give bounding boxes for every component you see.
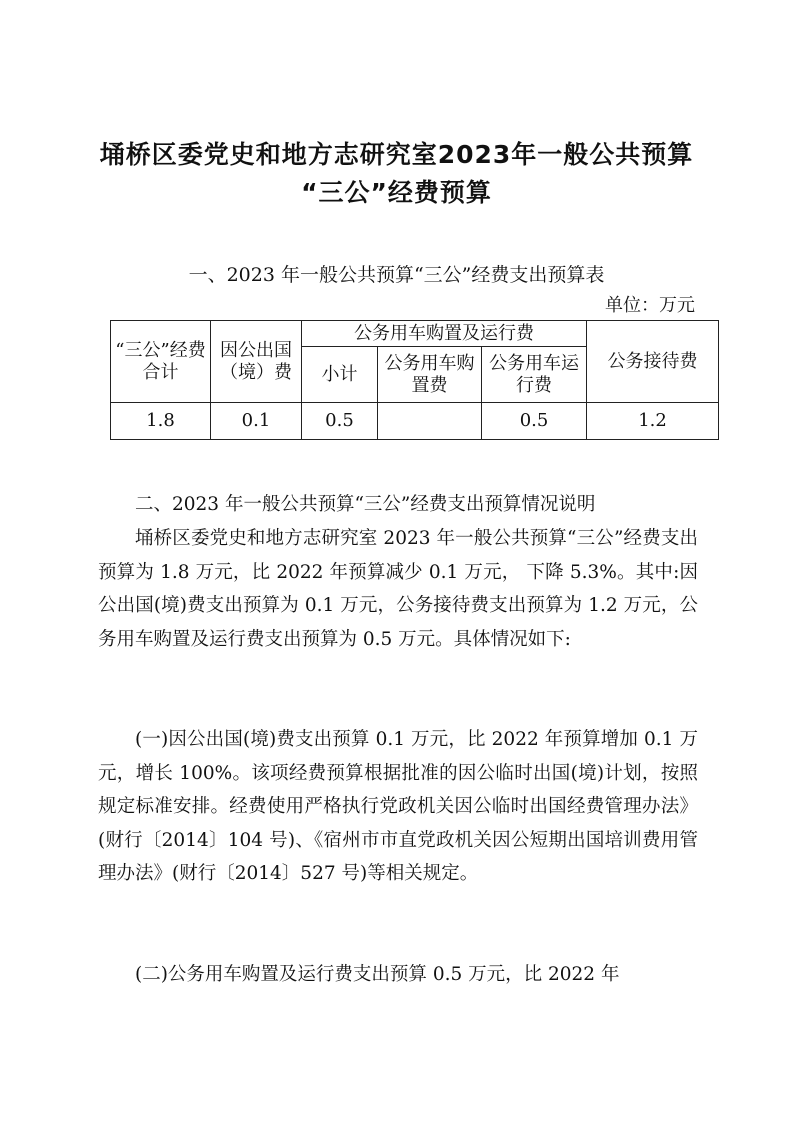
header-abroad: 因公出国（境）费: [211, 321, 302, 403]
header-vehicle-group: 公务用车购置及运行费: [302, 321, 587, 347]
header-vehicle-subtotal: 小计: [302, 347, 378, 403]
header-total: “三公”经费合计: [111, 321, 211, 403]
header-vehicle-operation: 公务用车运行费: [482, 347, 587, 403]
cell-total: 1.8: [111, 403, 211, 440]
paragraph-summary: 埇桥区委党史和地方志研究室 2023 年一般公共预算“三公”经费支出预算为 1.8 万元，比 2022 年预算减少 0.1 万元， 下降 5.3%。其中:因公出国(境)费支出预算为 0.1 万元，公务接待费支出预算为 1.2 万元，公务用车购置及运行费支出预算为 0.5 万元。具体情况如下:: [98, 528, 698, 650]
header-reception: 公务接待费: [587, 321, 719, 403]
cell-reception: 1.2: [587, 403, 719, 440]
table-row: [111, 403, 719, 440]
budget-table: [110, 320, 719, 440]
document-title-line2: “三公”经费预算: [301, 178, 492, 207]
header-vehicle-purchase: 公务用车购置费: [378, 347, 482, 403]
section2-title: 二、2023 年一般公共预算“三公”经费支出预算情况说明: [135, 494, 596, 515]
section1-title: 一、2023 年一般公共预算“三公”经费支出预算表: [188, 264, 605, 286]
cell-abroad: 0.1: [211, 403, 302, 440]
document-title-line1: 埇桥区委党史和地方志研究室2023年一般公共预算: [99, 140, 694, 169]
cell-vehicle-operation: 0.5: [482, 403, 587, 440]
cell-vehicle-subtotal: 0.5: [302, 403, 378, 440]
paragraph-vehicle: (二)公务用车购置及运行费支出预算 0.5 万元，比 2022 年: [135, 964, 620, 985]
paragraph-abroad: (一)因公出国(境)费支出预算 0.1 万元，比 2022 年预算增加 0.1 万元，增长 100%。该项经费预算根据批准的因公临时出国(境)计划，按照规定标准安排。经费使用严格执行党政机关因公临时出国经费管理办法》(财行〔2014〕104 号)、《宿州市市直党政机关因公短期出国培训费用管理办法》(财行〔2014〕527 号)等相关规定。: [98, 729, 698, 884]
unit-label: 单位：万元: [605, 295, 695, 316]
cell-vehicle-purchase: [378, 403, 482, 440]
